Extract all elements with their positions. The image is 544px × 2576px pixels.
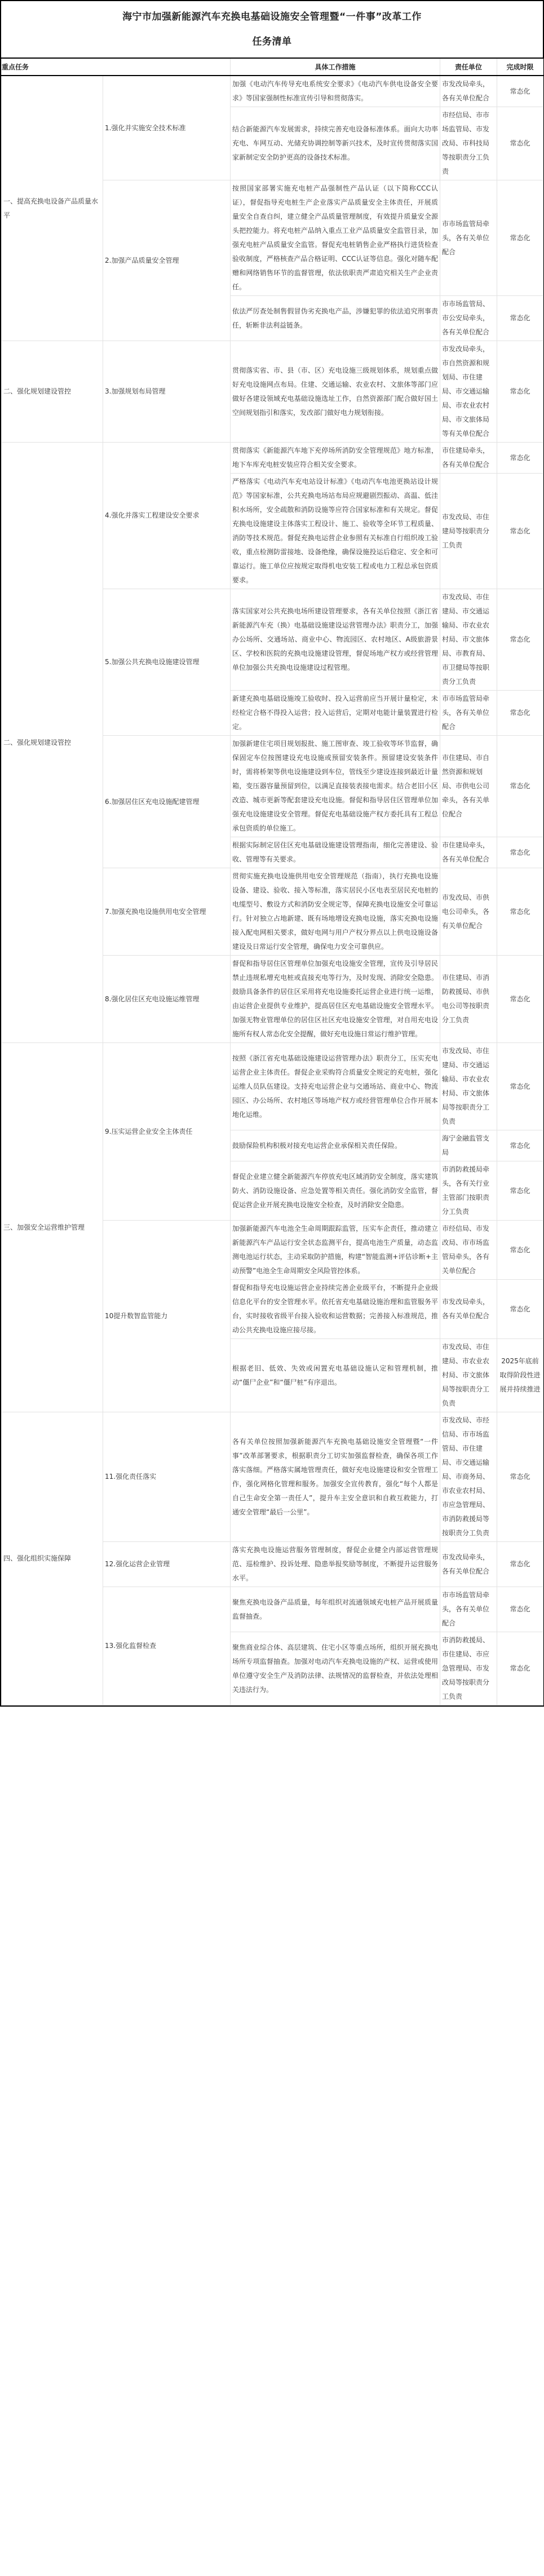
deadline-cell: 常态化 [497,691,543,736]
responsible-unit-cell: 市发改局牵头，各有关单位配合 [440,76,497,107]
deadline-cell: 常态化 [497,107,543,180]
header-key-task: 重点任务 [2,59,231,76]
table-row [2,76,543,107]
responsible-unit-cell: 市消防救援局、市住建局、市应急管理局、市发改局等按职责分工负责 [440,1632,497,1705]
deadline-cell: 常态化 [497,956,543,1043]
section-label: 三、加强安全运营维护管理 [2,1043,103,1412]
responsible-unit-cell: 市发改局、市住建局、市农业农村局、市文旅体局等按职责分工负责 [440,1339,497,1412]
measure-cell: 结合新能源汽车发展需求，持续完善充电设备标准体系。面向大功率充电、车网互动、光储充协调控制等新兴技术，及时宣传贯彻落实国家新制定安全防护更高的设备技术标准。 [231,107,440,180]
measure-cell: 加强新能源汽车电池全生命周期跟踪监管，压实车企责任，推动建立新能源汽车产品运行安全状态监测平台，提高电池生产质量，动态监测电池运行状态，主动采取防护措施，构建“智能监测+评估诊断+主动预警”电池全生命周期安全风险管控体系。 [231,1221,440,1280]
measure-cell: 各有关单位按照加强新能源汽车充换电基础设施安全管理暨“一件事”改革部署要求，根据职责分工切实加强监督检查，确保各项工作落实落细。严格落实属地管理责任，做好充电设施建设和安全管理工作，强化网格化管理和服务。加强安全宣传教育，强化“每个人都是自己生命安全第一责任人”，提升车主安全意识和自救互救能力，打通安全管理“最后一公里”。 [231,1412,440,1542]
header-responsible: 责任单位 [440,59,497,76]
responsible-unit-cell: 市发改局牵头，各有关单位配合 [440,1542,497,1587]
measure-cell: 按照国家部署实施充电桩产品强制性产品认证（以下简称CCC认证），督促指导充电桩生产企业落实产品质量安全主体责任，开展质量安全自查自纠，建立健全产品质量管理制度，有效提升质量安全源头把控能力。将充电桩产品纳入重点工业产品质量安全监管目录，加强充电桩产品质量安全监管。督促充电桩销售企业严格执行进货检查验收制度，严格核查产品合格证明、CCC认证等信息。强化对随车配赠和网络销售环节的监督管理，依法依职责严肃追究相关生产企业责任。 [231,180,440,296]
deadline-cell: 常态化 [497,1587,543,1632]
responsible-unit-cell: 市市场监管局牵头，各有关单位配合 [440,1587,497,1632]
responsible-unit-cell: 市发改局牵头，市自然资源和规划局、市住建局、市交通运输局、市农业农村局、市文旅体局等有关单位配合 [440,341,497,443]
section-label: 二、强化规划建设管控 [2,341,103,443]
measure-cell: 聚焦充换电设备产品质量，每年组织对流通领域充电桩产品开展质量监督抽查。 [231,1587,440,1632]
deadline-cell: 常态化 [497,868,543,956]
responsible-unit-cell: 市发改局牵头，各有关单位配合 [440,1280,497,1339]
deadline-cell: 常态化 [497,1043,543,1130]
responsible-unit-cell: 市住建局、市消防救援局、市供电公司等按职责分工负责 [440,956,497,1043]
deadline-cell: 常态化 [497,443,543,474]
deadline-cell: 常态化 [497,1221,543,1280]
table-row [2,1412,543,1542]
task-label: 5.加强公共充换电设施建设管理 [103,589,231,736]
task-list-table [1,59,543,1705]
deadline-cell: 常态化 [497,474,543,589]
document-title: 海宁市加强新能源汽车充换电基础设施安全管理暨“一件事”改革工作 [122,11,422,23]
section-label: 二、强化规划建设管控 [2,443,103,1043]
task-label: 12.强化运营企业管理 [103,1542,231,1587]
table-row [2,341,543,443]
responsible-unit-cell: 市发改局、市住建局、市交通运输局、市农业农村局、市文旅体局、市教育局、市卫健局等按职责分工负责 [440,589,497,691]
responsible-unit-cell: 市住建局牵头，各有关单位配合 [440,837,497,868]
deadline-cell: 常态化 [497,837,543,868]
responsible-unit-cell: 市消防救援局牵头，各有关行业主管部门按职责分工负责 [440,1161,497,1221]
responsible-unit-cell: 市市场监管局牵头，各有关单位配合 [440,180,497,296]
task-label: 4.强化并落实工程建设安全要求 [103,443,231,589]
table-body [2,76,543,1705]
task-label: 10提升数智监管能力 [103,1221,231,1412]
responsible-unit-cell: 市发改局、市供电公司牵头，各有关单位配合 [440,868,497,956]
document-title-block [1,1,543,59]
responsible-unit-cell: 市发改局、市住建局等按职责分工负责 [440,474,497,589]
deadline-cell: 常态化 [497,1542,543,1587]
measure-cell: 新建充换电基础设施竣工验收时、投入运营前应当开展计量检定，未经检定合格不得投入运营；投入运营后，定期对电能计量装置进行检定。 [231,691,440,736]
responsible-unit-cell: 市发改局、市经信局、市市场监管局、市住建局、市交通运输局、市商务局、市农业农村局、市应急管理局、市消防救援局等按职责分工负责 [440,1412,497,1542]
measure-cell: 严格落实《电动汽车充电站设计标准》《电动汽车电池更换站设计规范》等国家标准，公共充换电场站布局应规避剧烈振动、高温、低洼积水场所，安全疏散和消防设施等应符合国家标准和有关规定。督促充换电设施建设主体落实工程设计、施工、验收等全环节工程质量、消防等技术规范。督促充换电运营企业参照有关标准自行组织竣工验收，重点检测防雷接地、设备绝缘，确保设施投运后稳定、安全和可靠运行。施工单位应按规定取得机电安装工程或电力工程总承包资质要求。 [231,474,440,589]
measure-cell: 贯彻实施充换电设施供用电安全管理规范（指南），执行充换电设施设备、建设、验收、接入等标准，落实居民小区电表至居民充电桩的电缆型号、敷设方式和消防安全规定等，保障充换电设施安全可靠运行。针对独立占地新建、既有场地增设充换电设施，落实充换电设施接入配电网相关要求，做好电网与用户产权分界点以上供电设施设备建设及日常运行安全管理，确保电力安全可靠供应。 [231,868,440,956]
measure-cell: 加强新建住宅项目规划报批、施工图审查、竣工验收等环节监督，确保固定车位按图建设充电设施或预留安装条件。预留建设安装条件时，需将桥架等供电设施建设到车位，管线至少建设连接到最近计量箱，变压器容量预留到位，以满足直接装表接电需求。结合老旧小区改造、城市更新等配套建设充电设施。督促和指导居住区管理单位加强充电设施建设安全管理。督促充电基础设施产权方委托具有工程总承包资质的单位施工。 [231,736,440,837]
deadline-cell: 常态化 [497,1280,543,1339]
measure-cell: 贯彻落实省、市、县（市、区）充电设施三级规划体系，规划重点做好充电设施网点布局。住建、交通运输、农业农村、文旅体等部门应做好各建设领域充电基础设施选址工作，自然资源部门配合做好国土空间规划指引和落实，发改部门做好电力规划衔接。 [231,341,440,443]
section-label: 一、提高充换电设备产品质量水平 [2,76,103,341]
task-label: 2.加强产品质量安全管理 [103,180,231,341]
task-label: 13.强化监督检查 [103,1587,231,1705]
deadline-cell: 2025年底前取得阶段性进展并持续推进 [497,1339,543,1412]
deadline-cell: 常态化 [497,341,543,443]
table-header-row [2,59,543,76]
task-label: 7.加强充换电设施供用电安全管理 [103,868,231,956]
measure-cell: 督促企业建立健全新能源汽车停放充电区域消防安全制度，落实建筑防火、消防设施设备、应急处置等相关责任。强化消防安全监管，督促运营企业开展充换电设施安全检查，及时消除安全隐患。 [231,1161,440,1221]
deadline-cell: 常态化 [497,296,543,341]
measure-cell: 根据老旧、低效、失效或闲置充电基础设施认定和管理机制，推动“僵尸企业”和“僵尸桩”有序退出。 [231,1339,440,1412]
deadline-cell: 常态化 [497,1412,543,1542]
measure-cell: 聚焦商业综合体、高层建筑、住宅小区等重点场所，组织开展充换电场所专项监督抽查。加强对电动汽车充换电设施的产权、运营或使用单位遵守安全生产及消防法律、法规情况的监督检查，并依法处理相关违法行为。 [231,1632,440,1705]
document-subtitle: 任务清单 [252,36,292,47]
task-label: 8.强化居住区充电设施运维管理 [103,956,231,1043]
deadline-cell: 常态化 [497,76,543,107]
table-row [2,1043,543,1130]
responsible-unit-cell: 市住建局、市自然资源和规划局、市供电公司牵头，各有关单位配合 [440,736,497,837]
header-deadline: 完成时限 [497,59,543,76]
task-label: 1.强化并实施安全技术标准 [103,76,231,180]
responsible-unit-cell: 市市场监管局牵头，各有关单位配合 [440,691,497,736]
measure-cell: 根据实际制定居住区充电基础设施建设管理指南，细化完善建设、验收、管理等有关要求。 [231,837,440,868]
measure-cell: 加强《电动汽车传导充电系统安全要求》《电动汽车供电设备安全要求》等国家强制性标准宣传引导和贯彻落实。 [231,76,440,107]
measure-cell: 鼓励保险机构积极对接充电运营企业承保相关责任保险。 [231,1130,440,1161]
measure-cell: 贯彻落实《新能源汽车地下充停场所消防安全管理规范》地方标准，地下车库充电桩安装应符合相关安全要求。 [231,443,440,474]
measure-cell: 落实充换电设施运营服务管理制度，督促企业健全内部运营管理规范、巡检维护、投诉处理、隐患举报奖励等制度，不断提升运营服务水平。 [231,1542,440,1587]
deadline-cell: 常态化 [497,589,543,691]
measure-cell: 督促和指导居住区管理单位加强充电设施安全管理，宣传及引导居民禁止违规私增充电桩或直接充电等行为，及时发现、消除安全隐患。鼓励具备条件的居住区采用将充电设施委托运营企业进行统一运维，由运营企业提供专业维护，提高居住区充电基础设施安全管理水平。加强无物业管理单位的居住区社区充电设施安全管理，对自用充电设施所有权人常态化安全提醒，做好充电设施日常运行维护管理。 [231,956,440,1043]
deadline-cell: 常态化 [497,736,543,837]
measure-cell: 督促和指导充电设施运营企业持续完善企业级平台，不断提升企业级信息化平台的安全管理水平。依托省充电基础设施治理和监管服务平台，实时接收省级平台接入验收和运营数据；完善接入标准规范，推动公共充换电设施应接尽接。 [231,1280,440,1339]
deadline-cell: 常态化 [497,1130,543,1161]
table-row [2,443,543,474]
deadline-cell: 常态化 [497,1161,543,1221]
task-label: 6.加强居住区充电设施配建管理 [103,736,231,868]
task-label: 9.压实运营企业安全主体责任 [103,1043,231,1221]
responsible-unit-cell: 市住建局牵头，各有关单位配合 [440,443,497,474]
deadline-cell: 常态化 [497,180,543,296]
measure-cell: 按照《浙江省充电基础设施建设运营管理办法》职责分工，压实充电运营企业主体责任。督促企业采购符合质量安全规定的充电桩，强化运维人员队伍建设。支持充电运营企业与交通场站、商业中心、物流园区、办公场所、农村地区等场地产权方或经营管理单位合作开展本地化运维。 [231,1043,440,1130]
section-label: 四、强化组织实施保障 [2,1412,103,1705]
deadline-cell: 常态化 [497,1632,543,1705]
responsible-unit-cell: 市经信局、市发改局、市市场监管局牵头，各有关单位配合 [440,1221,497,1280]
header-measures: 具体工作措施 [231,59,440,76]
responsible-unit-cell: 市市场监管局、市公安局牵头，各有关单位配合 [440,296,497,341]
responsible-unit-cell: 市发改局、市住建局、市交通运输局、市农业农村局、市文旅体局等按职责分工负责 [440,1043,497,1130]
measure-cell: 落实国家对公共充换电场所建设管理要求，各有关单位按照《浙江省新能源汽车充（换）电基础设施建设运营管理办法》职责分工，加强办公场所、交通场站、商业中心、物流园区、农村地区、A级旅游景区、学校和医院的充换电设施建设管理，督促场地产权方或经营管理单位加强公共充换电设施建设过程管理。 [231,589,440,691]
responsible-unit-cell: 海宁金融监管支局 [440,1130,497,1161]
responsible-unit-cell: 市经信局、市市场监管局、市发改局、市科技局等按职责分工负责 [440,107,497,180]
measure-cell: 依法严厉查处制售假冒伪劣充换电产品，涉嫌犯罪的依法追究刑事责任，斩断非法利益链条。 [231,296,440,341]
task-label: 3.加强规划布局管理 [103,341,231,443]
task-label: 11.强化责任落实 [103,1412,231,1542]
